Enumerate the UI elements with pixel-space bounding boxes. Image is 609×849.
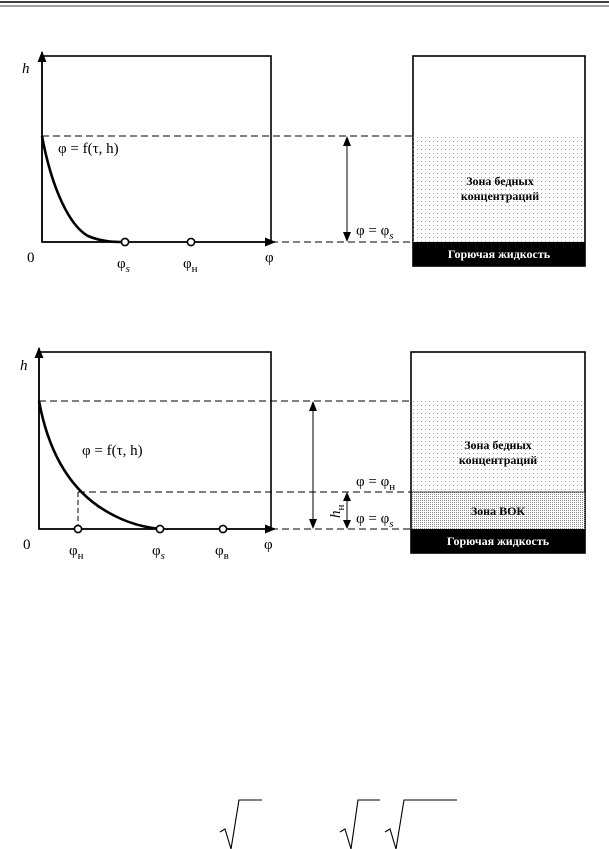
graph-1-curve-label: φ = f(τ, h)	[58, 141, 119, 157]
graph-2-axis-h-label: h	[20, 358, 28, 374]
graph-1-height-arrow-bottom	[343, 232, 351, 242]
graph-2-hn-label	[328, 505, 347, 519]
graph-2-axis-phi-label: φ	[264, 537, 273, 553]
graph-2-phi-n-label: $\varphi_н$	[69, 543, 84, 562]
svg-text:hн: $h_н$	[328, 504, 347, 518]
graph-1-axis-h-label: h	[22, 61, 30, 77]
graph-2-eq-phi-n: $\varphi = \varphi_н$	[356, 474, 396, 493]
graph-2-phi-v-point	[219, 525, 226, 532]
tank-2-vok-label: Зона ВОК	[470, 504, 526, 518]
tank-2-lean-zone-line1: Зона бедных	[464, 438, 532, 452]
diagram-2	[20, 348, 585, 562]
graph-1-axis-phi-label: φ	[265, 250, 274, 266]
tank-1-lean-zone-line1: Зона бедных	[466, 174, 534, 188]
sqrt-sign-2	[340, 800, 380, 849]
tank-1-liquid-label: Горючая жидкость	[447, 247, 551, 261]
graph-1-phi-n-point	[187, 238, 194, 245]
sqrt-sign-3	[385, 800, 457, 849]
graph-1-phi-s-point	[121, 238, 128, 245]
sqrt-sign-1	[220, 800, 262, 849]
graph-2-hn-arrow-top	[343, 492, 351, 501]
graph-1-phi-s-label: $\varphi_s$	[117, 256, 130, 275]
graph-2-height-arrow-top	[309, 401, 317, 411]
graph-1-phi-n-label: $\varphi_н$	[183, 256, 198, 275]
graph-2-phi-s-point	[156, 525, 163, 532]
graph-2-phi-s-label: $\varphi_s$	[152, 543, 165, 562]
graph-1-eq-phi-s: $\varphi = \varphi_s$	[356, 223, 394, 242]
diagram-1	[22, 52, 585, 275]
graph-2-height-arrow-bottom	[309, 519, 317, 529]
graph-1-height-arrow-top	[343, 136, 351, 146]
graph-2-phi-v-label: $\varphi_в$	[215, 543, 229, 562]
graph-2-origin-label: 0	[23, 537, 31, 553]
graph-2-hn-arrow-bottom	[343, 520, 351, 529]
tank-1-lean-zone-line2: концентраций	[460, 189, 540, 203]
formula-fragment	[220, 800, 457, 849]
graph-2-frame	[39, 352, 271, 529]
graph-2-eq-phi-s: $\varphi = \varphi_s$	[356, 511, 394, 530]
graph-2-phi-n-point	[74, 525, 81, 532]
tank-2-lean-zone-line2: концентраций	[458, 453, 538, 467]
graph-2-concentration-curve	[39, 401, 160, 529]
graph-1-origin-label: 0	[27, 250, 35, 266]
graph-2-curve-label: φ = f(τ, h)	[82, 443, 143, 459]
tank-2-liquid-label: Горючая жидкость	[446, 534, 550, 548]
